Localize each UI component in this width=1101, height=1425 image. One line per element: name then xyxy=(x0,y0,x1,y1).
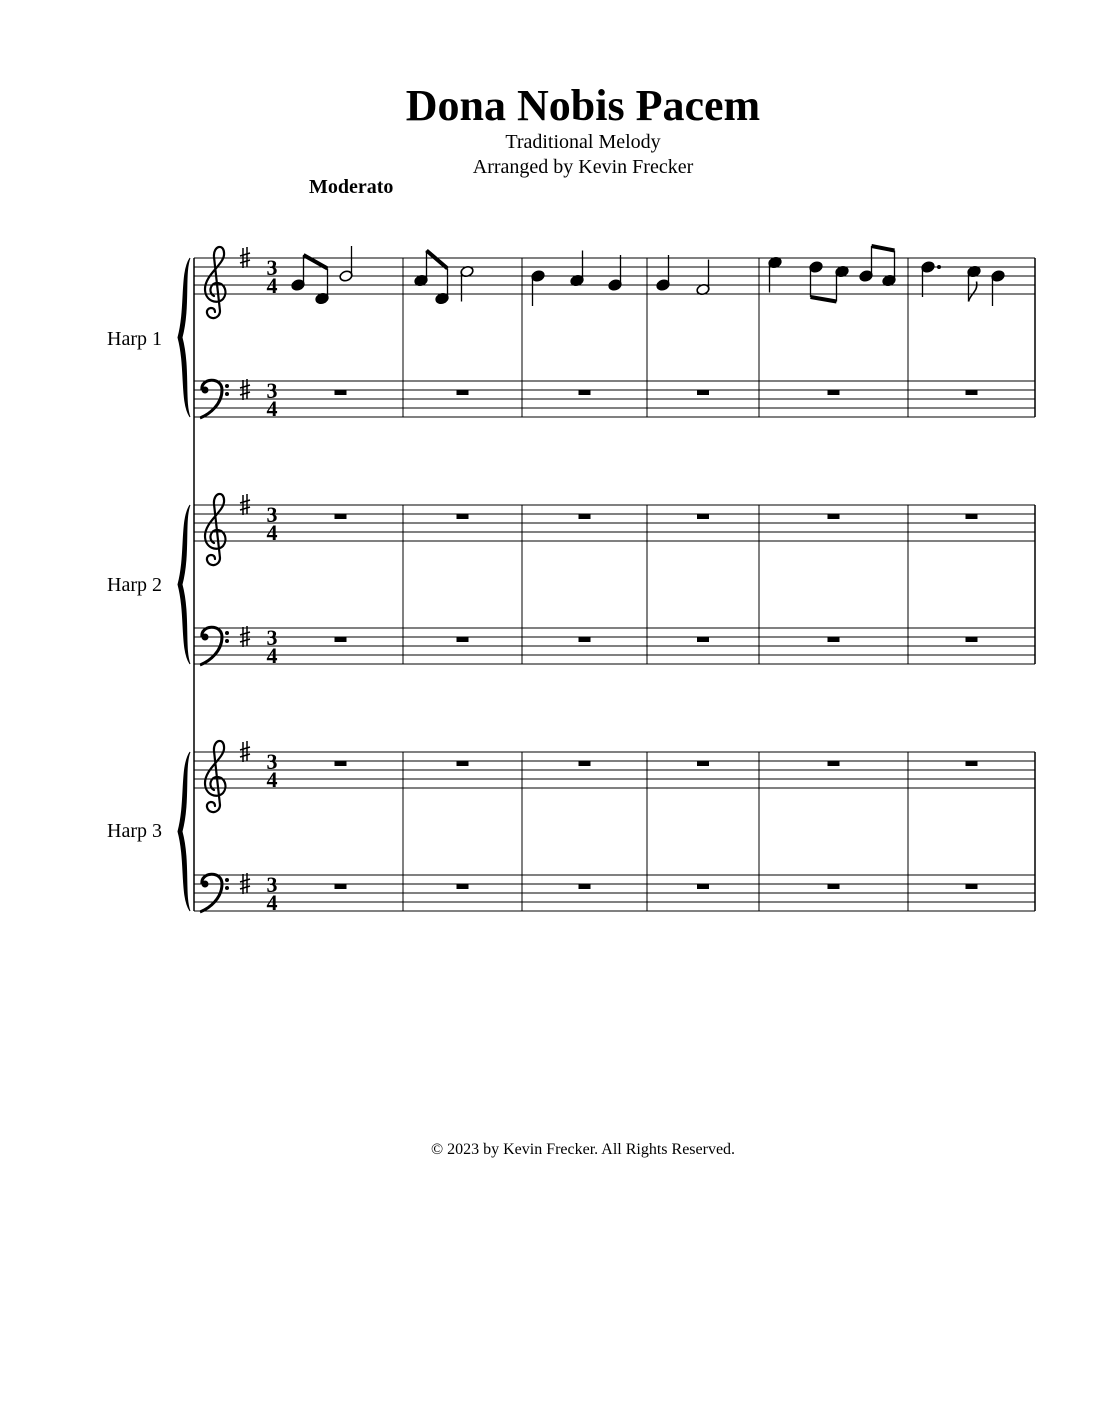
whole-rest-icon xyxy=(335,514,347,519)
tempo-marking: Moderato xyxy=(309,176,394,198)
note-beam xyxy=(427,251,448,269)
whole-rest-icon xyxy=(697,390,709,395)
whole-rest-icon xyxy=(697,884,709,889)
staff-lines xyxy=(194,258,1035,911)
whole-rest-icon xyxy=(457,514,469,519)
time-signature-bottom: 4 xyxy=(266,520,278,545)
brace-icon xyxy=(178,752,190,911)
whole-rest-icon xyxy=(828,884,840,889)
whole-rest-icon xyxy=(579,390,591,395)
whole-rest-icon xyxy=(579,637,591,642)
note-beam xyxy=(872,246,895,251)
whole-rest-icon xyxy=(828,390,840,395)
time-signature-bottom: 4 xyxy=(266,396,278,421)
whole-rest-icon xyxy=(457,390,469,395)
time-signature-top: 3 xyxy=(266,749,278,774)
time-signatures xyxy=(267,255,278,915)
copyright-notice: © 2023 by Kevin Frecker. All Rights Reserved. xyxy=(430,1141,736,1158)
whole-rest-icon xyxy=(966,761,978,766)
time-signature-top: 3 xyxy=(266,378,278,403)
whole-rest-icon xyxy=(335,390,347,395)
whole-rest-icon xyxy=(828,514,840,519)
instrument-label-harp-1: Harp 1 xyxy=(107,328,162,350)
whole-rest-icon xyxy=(335,637,347,642)
barlines xyxy=(194,258,1035,911)
brace-icon xyxy=(178,258,190,417)
time-signature-top: 3 xyxy=(266,625,278,650)
whole-rest-icon xyxy=(335,884,347,889)
time-signature-bottom: 4 xyxy=(266,767,278,792)
time-signature-top: 3 xyxy=(266,255,278,280)
instrument-label-harp-3: Harp 3 xyxy=(107,820,162,842)
brace-icon xyxy=(178,505,190,664)
whole-rest-icon xyxy=(966,637,978,642)
whole-rest-icon xyxy=(579,514,591,519)
piano-braces xyxy=(178,258,190,911)
whole-rest-icon xyxy=(457,637,469,642)
whole-rest-icon xyxy=(335,761,347,766)
whole-rest-icon xyxy=(966,514,978,519)
whole-rest-icon xyxy=(828,637,840,642)
whole-rest-icon xyxy=(966,884,978,889)
composer-line: Traditional Melody xyxy=(505,131,661,153)
whole-rest-icon xyxy=(579,884,591,889)
time-signature-top: 3 xyxy=(266,872,278,897)
whole-rest-icon xyxy=(828,761,840,766)
whole-rest-icon xyxy=(579,761,591,766)
whole-rest-icon xyxy=(697,514,709,519)
time-signature-bottom: 4 xyxy=(266,890,278,915)
whole-rest-icon xyxy=(697,637,709,642)
key-signatures xyxy=(240,247,250,894)
whole-rest-icon xyxy=(697,761,709,766)
arranger-line: Arranged by Kevin Frecker xyxy=(472,156,694,178)
note-beam xyxy=(304,255,328,269)
clefs xyxy=(200,247,229,912)
note-beam xyxy=(811,297,837,302)
time-signature-bottom: 4 xyxy=(266,273,278,298)
augmentation-dot xyxy=(937,265,941,269)
score-title: Dona Nobis Pacem xyxy=(405,81,761,130)
whole-rest-icon xyxy=(457,761,469,766)
whole-rest-icon xyxy=(457,884,469,889)
whole-rest-icon xyxy=(966,390,978,395)
time-signature-top: 3 xyxy=(266,502,278,527)
measure-rests xyxy=(335,390,978,889)
time-signature-bottom: 4 xyxy=(266,643,278,668)
instrument-label-harp-2: Harp 2 xyxy=(107,574,162,596)
